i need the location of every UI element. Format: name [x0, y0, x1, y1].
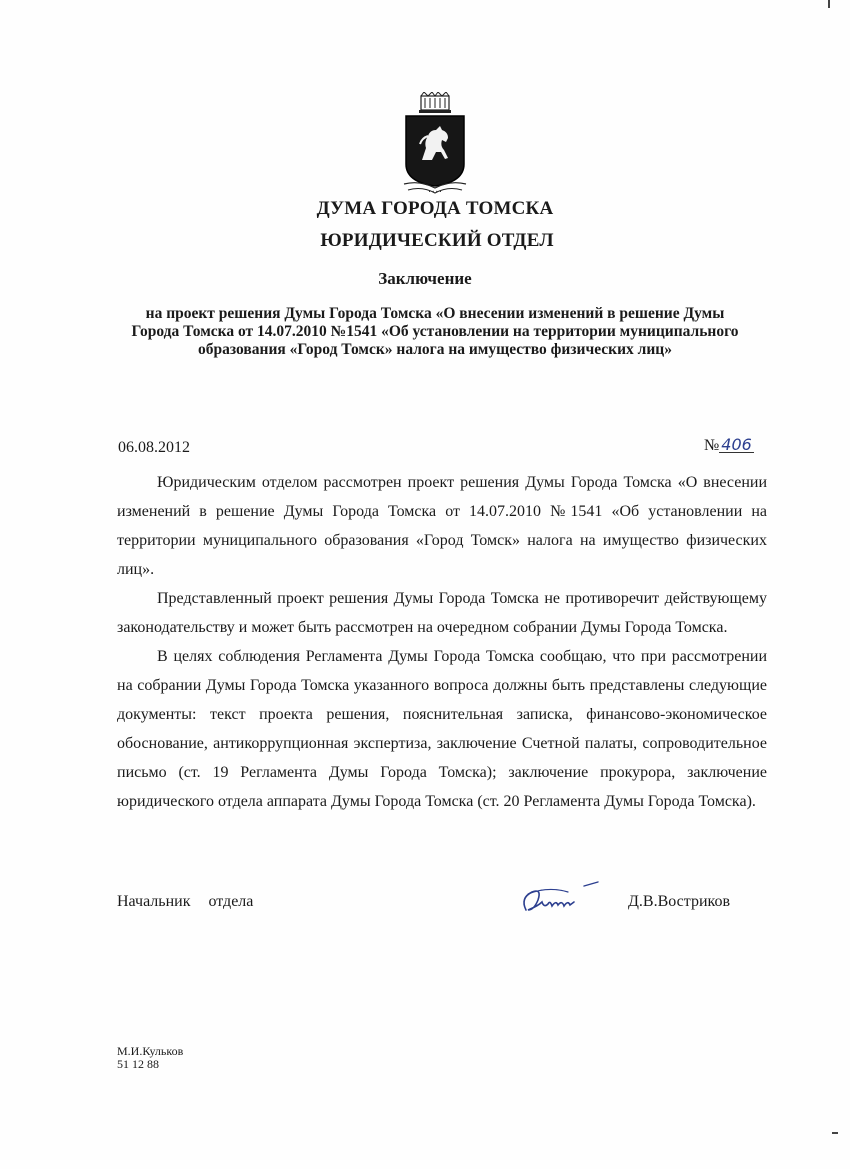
- coat-of-arms-icon: [400, 92, 470, 196]
- executor-name: М.И.Кульков: [117, 1044, 184, 1058]
- signer-name: Д.В.Востриков: [628, 893, 731, 910]
- body-paragraph: В целях соблюдения Регламента Думы Города Томска сообщаю, что при рассмотрении на собрании Думы Города Томска указанного вопроса должны быть представлены следующие документы: текст проекта решения, пояснительная записка, финансово-экономическое обоснование, антикоррупционная экспертиза, заключение Счетной палаты, сопроводительное письмо (ст. 19 Регламента Думы Города Томска); заключение прокурора, заключение юридического отдела аппарата Думы Города Томска (ст. 20 Регламента Думы Города Томска).: [117, 648, 767, 810]
- scan-edge-mark: [828, 0, 830, 8]
- signature-icon: [518, 880, 604, 918]
- document-body: [117, 468, 767, 816]
- body-paragraph: Представленный проект решения Думы Города Томска не противоречит действующему законодательству и может быть рассмотрен на очередном собрании Думы Города Томска.: [117, 590, 767, 636]
- number-label: №: [704, 437, 720, 454]
- scan-edge-mark: [832, 1132, 838, 1134]
- document-title: Заключение: [378, 269, 472, 288]
- organization-name: ДУМА ГОРОДА ТОМСКА: [316, 198, 554, 219]
- body-paragraph: Юридическим отделом рассмотрен проект решения Думы Города Томска «О внесении изменений в решение Думы Города Томска от 14.07.2010 №1541 «Об установлении на территории муниципального образования «Город Томск» налога на имущество физических лиц».: [117, 474, 767, 578]
- document-number: [704, 437, 754, 455]
- executor-phone: 51 12 88: [117, 1057, 159, 1071]
- svg-text:• • • •: • • • •: [428, 189, 442, 194]
- signer-role: Начальник отдела: [117, 893, 254, 910]
- document-date: 06.08.2012: [118, 439, 190, 456]
- number-value: 406: [721, 435, 752, 454]
- document-subject: на проект решения Думы Города Томска «О внесении изменений в решение Думы Города Томска от 14.07.2010 №1541 «Об установлении на территории муниципального образования «Город Томск» налога на имущество физических лиц»: [131, 305, 739, 358]
- executor-info: [117, 1045, 183, 1071]
- department-name: ЮРИДИЧЕСКИЙ ОТДЕЛ: [320, 230, 554, 251]
